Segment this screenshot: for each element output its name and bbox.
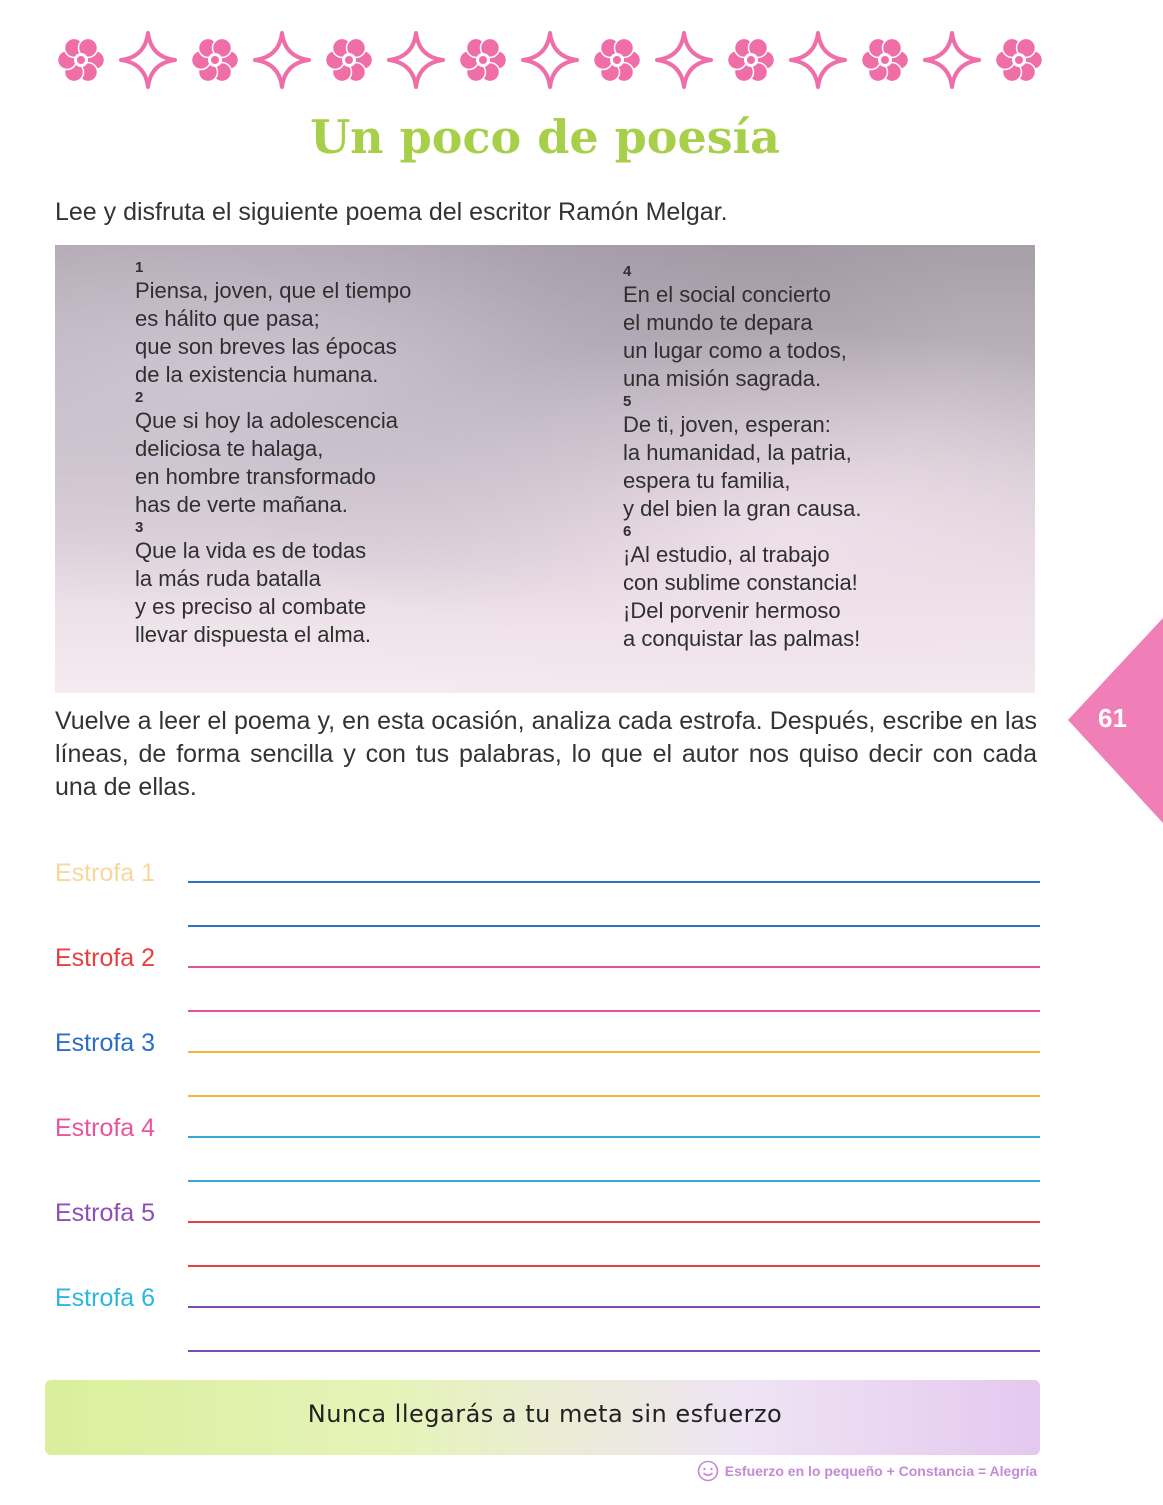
answer-line[interactable] [188, 925, 1040, 927]
flower-icon [184, 29, 246, 91]
tagline [697, 1460, 1037, 1482]
flower-icon [988, 29, 1050, 91]
poem-verse: espera tu familia, [623, 468, 791, 493]
flower-icon [586, 29, 648, 91]
poem-verse: con sublime constancia! [623, 570, 858, 595]
answer-line[interactable] [188, 1180, 1040, 1182]
star-icon [385, 29, 447, 91]
poem-verse: y es preciso al combate [135, 594, 367, 619]
stanza-label: Estrofa 4 [55, 1114, 156, 1142]
flower-icon [318, 29, 380, 91]
stanza-number: 4 [623, 263, 632, 280]
poem-verse: el mundo te depara [623, 310, 813, 335]
poem-verse: ¡Al estudio, al trabajo [623, 542, 830, 567]
poem-verse: una misión sagrada. [623, 366, 822, 391]
poem-verse: es hálito que pasa; [135, 306, 320, 331]
stanza-answer-row [55, 1110, 1040, 1195]
stanza-label: Estrofa 1 [55, 859, 156, 887]
poem-verse: en hombre transformado [135, 464, 376, 489]
flower-icon [452, 29, 514, 91]
answer-line[interactable] [188, 1265, 1040, 1267]
star-icon [519, 29, 581, 91]
page-title: Un poco de poesía [310, 110, 780, 164]
poem-verse: un lugar como a todos, [623, 338, 847, 363]
poem-verse: Piensa, joven, que el tiempo [135, 278, 412, 303]
poem-verse: En el social concierto [623, 282, 831, 307]
poem-verse: has de verte mañana. [135, 492, 348, 517]
stanza-answer-row [55, 1025, 1040, 1110]
stanza-number: 5 [623, 393, 632, 410]
stanza-answer-row [55, 1195, 1040, 1280]
star-icon [117, 29, 179, 91]
answer-line[interactable] [188, 881, 1040, 883]
answer-line[interactable] [188, 1010, 1040, 1012]
answer-line[interactable] [188, 1095, 1040, 1097]
poem-column-left [135, 259, 411, 649]
poem-verse: a conquistar las palmas! [623, 626, 861, 651]
stanza-label: Estrofa 5 [55, 1199, 156, 1227]
answer-line[interactable] [188, 1350, 1040, 1352]
poem-verse: De ti, joven, esperan: [623, 412, 831, 437]
stanza-number: 3 [135, 519, 144, 536]
tagline-text: Esfuerzo en lo pequeño + Constancia = Alegría [724, 1463, 1037, 1479]
stanza-number: 2 [135, 389, 144, 406]
answer-line[interactable] [188, 1136, 1040, 1138]
intro-text: Lee y disfruta el siguiente poema del escritor Ramón Melgar. [55, 198, 728, 226]
poem-box [55, 245, 1035, 693]
answer-line[interactable] [188, 966, 1040, 968]
stanza-answer-row [55, 855, 1040, 940]
flower-icon [854, 29, 916, 91]
poem-verse: ¡Del porvenir hermoso [623, 598, 841, 623]
poem-verse: que son breves las épocas [135, 334, 397, 359]
answer-lines [55, 855, 1040, 1365]
poem-verse: la humanidad, la patria, [623, 440, 852, 465]
poem-verse: la más ruda batalla [135, 566, 321, 591]
answer-line[interactable] [188, 1221, 1040, 1223]
instructions-text: Vuelve a leer el poema y, en esta ocasión, analiza cada estrofa. Después, escribe en las líneas, de forma sencilla y con tus palabras, lo que el autor nos quiso decir con cada una de ellas. [55, 707, 1037, 801]
poem-verse: llevar dispuesta el alma. [135, 622, 372, 647]
poem-verse: de la existencia humana. [135, 362, 379, 387]
motto-text: Nunca llegarás a tu meta sin esfuerzo [307, 1400, 783, 1428]
stanza-answer-row [55, 1280, 1040, 1365]
stanza-label: Estrofa 2 [55, 944, 156, 972]
stanza-label: Estrofa 6 [55, 1284, 156, 1312]
poem-verse: Que la vida es de todas [135, 538, 367, 563]
stanza-label: Estrofa 3 [55, 1029, 156, 1057]
poem-column-right [623, 263, 862, 653]
poem-verse: Que si hoy la adolescencia [135, 408, 398, 433]
poem-verse: y del bien la gran causa. [623, 496, 862, 521]
star-icon [653, 29, 715, 91]
decorative-border [50, 28, 1050, 92]
smiley-icon [697, 1460, 719, 1482]
answer-line[interactable] [188, 1306, 1040, 1308]
star-icon [251, 29, 313, 91]
stanza-number: 1 [135, 259, 144, 276]
poem-verse: deliciosa te halaga, [135, 436, 324, 461]
stanza-answer-row [55, 940, 1040, 1025]
stanza-number: 6 [623, 523, 632, 540]
answer-line[interactable] [188, 1051, 1040, 1053]
page-number: 61 [1098, 703, 1127, 733]
flower-icon [50, 29, 112, 91]
flower-icon [720, 29, 782, 91]
star-icon [787, 29, 849, 91]
star-icon [921, 29, 983, 91]
